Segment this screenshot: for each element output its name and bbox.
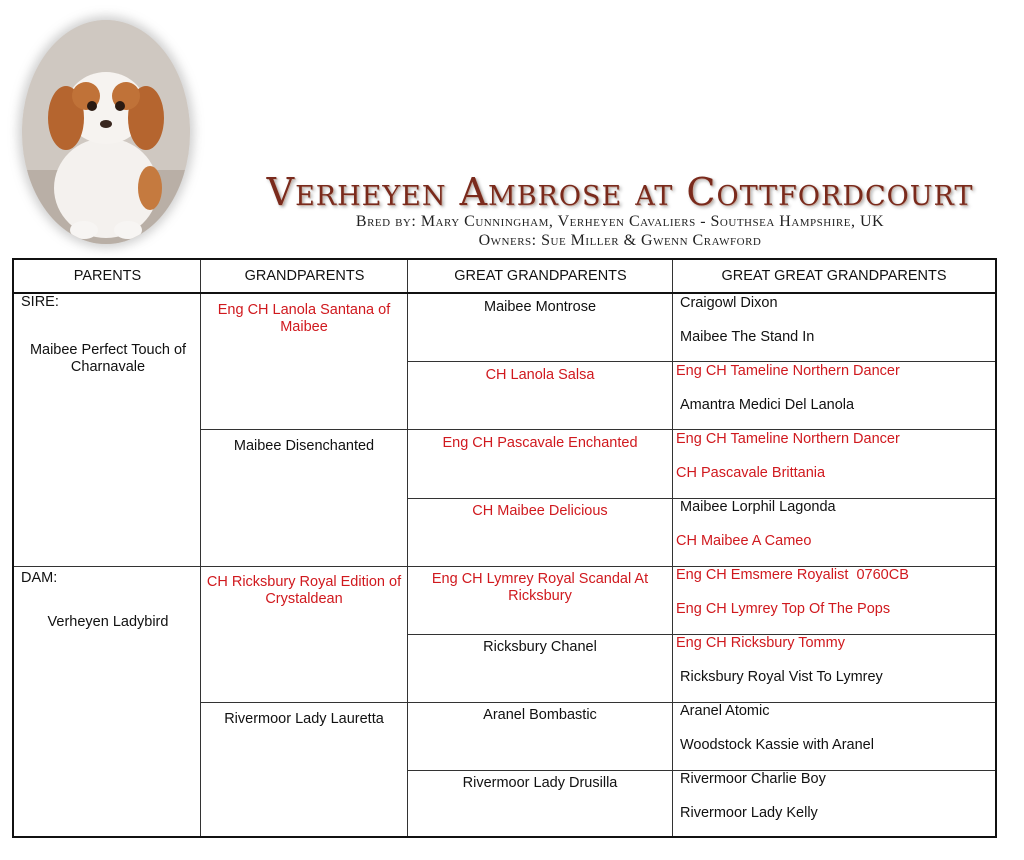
great-great-grandparent-name: Maibee Lorphil Lagonda — [680, 499, 836, 515]
great-great-grandparent-name: CH Maibee A Cameo — [676, 533, 812, 549]
sire-label: SIRE: — [21, 294, 59, 310]
column-header-great-grandparents: GREAT GRANDPARENTS — [454, 268, 627, 284]
grandparent-name: Maibee Disenchanted — [233, 438, 375, 454]
dam-label: DAM: — [21, 570, 58, 586]
sire-name: Maibee Perfect Touch of Charnavale — [29, 342, 187, 375]
great-great-grandparent-name: Eng CH Tameline Northern Dancer — [676, 431, 900, 447]
great-grandparent-name: CH Maibee Delicious — [472, 503, 608, 519]
great-great-grandparent-name: Rivermoor Charlie Boy — [680, 771, 826, 787]
great-grandparent-name: Ricksbury Chanel — [483, 639, 597, 655]
great-grandparent-name: Eng CH Pascavale Enchanted — [442, 435, 638, 451]
row-divider — [408, 361, 995, 362]
cavalier-puppy-image — [22, 20, 190, 244]
row-divider — [201, 429, 995, 430]
column-header-parents: PARENTS — [73, 268, 142, 284]
great-grandparent-name: CH Lanola Salsa — [485, 367, 595, 383]
puppy-photo — [22, 20, 190, 244]
header-divider — [14, 292, 995, 294]
great-great-grandparent-name: Maibee The Stand In — [680, 329, 815, 345]
dam-name: Verheyen Ladybird — [47, 614, 169, 630]
great-great-grandparent-name: Amantra Medici Del Lanola — [680, 397, 855, 413]
great-grandparent-name: Rivermoor Lady Drusilla — [462, 775, 618, 791]
great-grandparent-name: Maibee Montrose — [483, 299, 597, 315]
great-great-grandparent-name: Craigowl Dixon — [680, 295, 778, 311]
great-great-grandparent-name: Woodstock Kassie with Aranel — [680, 737, 874, 753]
column-divider — [672, 260, 673, 836]
column-divider — [407, 260, 408, 836]
row-divider — [201, 702, 995, 703]
grandparent-name: Eng CH Lanola Santana of Maibee — [217, 302, 391, 335]
great-great-grandparent-name: Eng CH Tameline Northern Dancer — [676, 363, 900, 379]
great-great-grandparent-name: Aranel Atomic — [680, 703, 770, 719]
great-great-grandparent-name: Rivermoor Lady Kelly — [680, 805, 818, 821]
column-header-grandparents: GRANDPARENTS — [244, 268, 365, 284]
grandparent-name: CH Ricksbury Royal Edition of Crystaldean — [206, 574, 402, 607]
column-header-great-great-grandparents: GREAT GREAT GRANDPARENTS — [721, 268, 947, 284]
great-grandparent-name: Eng CH Lymrey Royal Scandal At Ricksbury — [431, 571, 649, 604]
pedigree-table — [12, 258, 997, 838]
owners-line: Owners: Sue Miller & Gwenn Crawford — [478, 232, 762, 249]
great-great-grandparent-name: Eng CH Emsmere Royalist 0760CB — [676, 567, 909, 583]
bred-by-line: Bred by: Mary Cunningham, Verheyen Cavaliers - Southsea Hampshire, UK — [355, 213, 885, 230]
great-great-grandparent-name: Eng CH Ricksbury Tommy — [676, 635, 845, 651]
great-great-grandparent-name: CH Pascavale Brittania — [676, 465, 826, 481]
great-great-grandparent-name: Ricksbury Royal Vist To Lymrey — [680, 669, 883, 685]
grandparent-name: Rivermoor Lady Lauretta — [224, 711, 384, 727]
great-great-grandparent-name: Eng CH Lymrey Top Of The Pops — [676, 601, 891, 617]
column-divider — [200, 260, 201, 836]
great-grandparent-name: Aranel Bombastic — [483, 707, 597, 723]
page-title: Verheyen Ambrose at Cottfordcourt — [266, 170, 974, 214]
